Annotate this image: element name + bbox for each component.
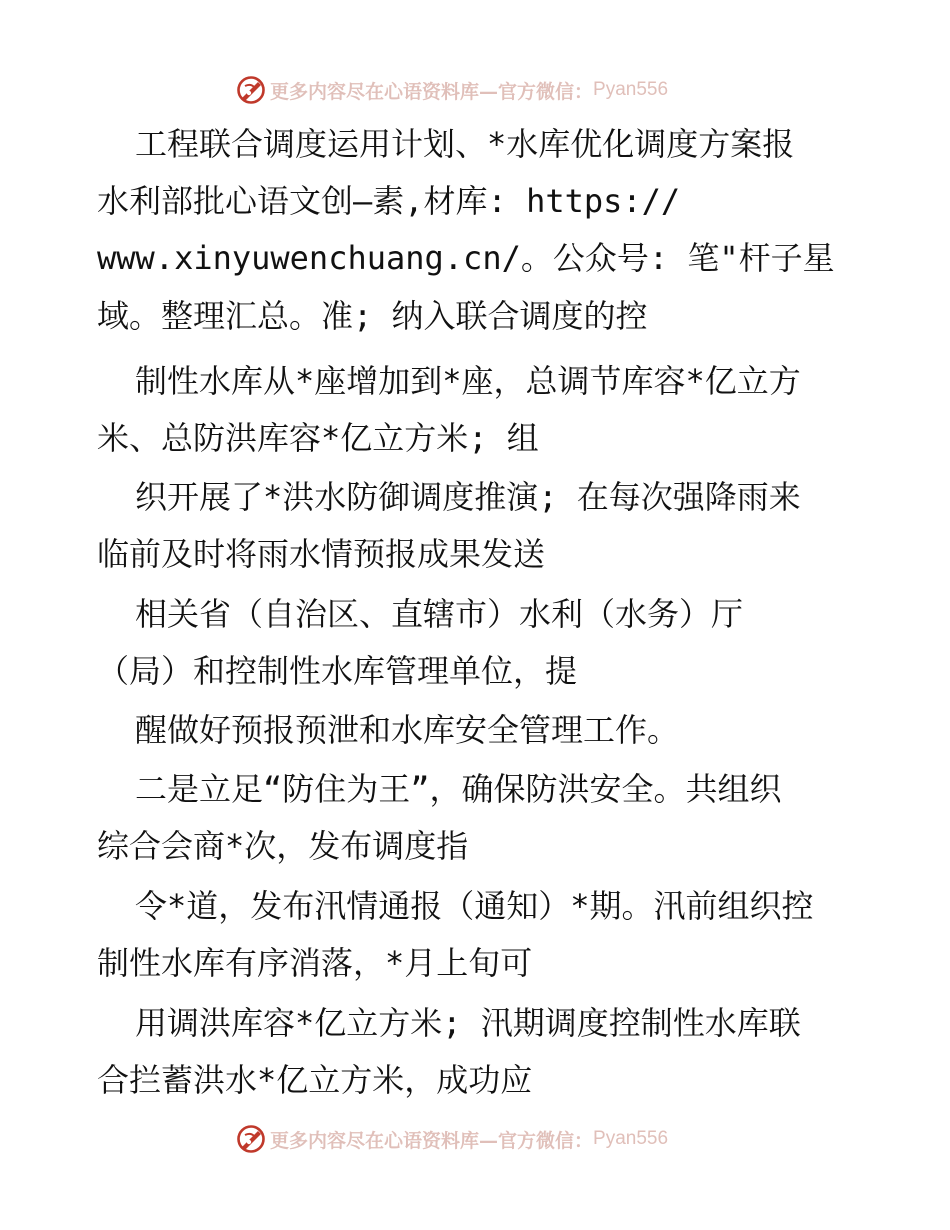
text-line: 合拦蓄洪水*亿立方米，成功应	[97, 1061, 533, 1099]
text-line: 制性水库有序消落，*月上旬可	[97, 944, 533, 982]
text-line: 用调洪库容*亿立方米; 汛期调度控制性水库联	[135, 1004, 801, 1042]
footer-banner-text: 更多内容尽在心语资料库—官方微信：	[270, 1129, 594, 1152]
text-line: 织开展了*洪水防御调度推演; 在每次强降雨来	[135, 478, 801, 516]
header-banner-text: 更多内容尽在心语资料库—官方微信：	[270, 80, 594, 103]
text-line: 综合会商*次，发布调度指	[97, 827, 469, 865]
text-line: 工程联合调度运用计划、*水库优化调度方案报	[135, 125, 795, 163]
header-wechat-id: Pyan556	[593, 79, 669, 100]
text-line: 相关省（自治区、直辖市）水利（水务）厅	[135, 595, 744, 633]
text-line: 米、总防洪库容*亿立方米; 组	[97, 419, 539, 457]
text-line: 水利部批心语文创—素,材库: https://	[97, 182, 681, 220]
footer-wechat-id: Pyan556	[593, 1128, 669, 1149]
text-line: 令*道，发布汛情通报（通知）*期。汛前组织控	[135, 887, 814, 925]
text-line: 二是立足“防住为王”，确保防洪安全。共组织	[135, 770, 782, 808]
text-line: （局）和控制性水库管理单位，提	[97, 652, 578, 690]
text-line: 醒做好预报预泄和水库安全管理工作。	[135, 711, 680, 749]
text-line: 域。整理汇总。准; 纳入联合调度的控	[97, 297, 648, 335]
text-line: 临前及时将雨水情预报成果发送	[97, 535, 546, 573]
brand-logo-icon	[236, 75, 266, 105]
header-banner	[236, 73, 716, 107]
footer-banner	[236, 1122, 716, 1156]
brand-logo-icon	[236, 1124, 266, 1154]
text-line: www.xinyuwenchuang.cn/。公众号: 笔"杆子星	[97, 239, 835, 277]
text-line: 制性水库从*座增加到*座，总调节库容*亿立方	[135, 362, 801, 400]
